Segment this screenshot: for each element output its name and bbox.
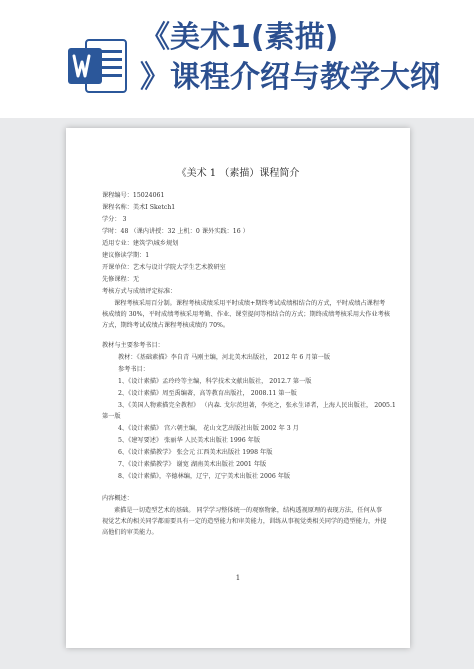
- assessment-text-3: 方式，期终考试成绩占课程考核成绩的 70%。: [102, 322, 230, 329]
- reference-3: 3、《美国人物素描完全教程》 （内森. 戈尔茨坦著，李亮之，张永生译者，上海人民出版社， 2005.1: [118, 402, 396, 409]
- page-number: 1: [235, 574, 241, 582]
- word-document-icon: [66, 34, 130, 98]
- assessment-heading: 考核方式与成绩评定标准：: [102, 288, 177, 295]
- banner-title-line2: 》课程介绍与教学大纲: [140, 60, 440, 95]
- banner-title: [140, 18, 470, 98]
- document-page: [66, 128, 410, 648]
- class-hours: 学时：48 （课内讲授：32 上机：0 课外实践：16 ）: [102, 228, 249, 235]
- overview-heading: 内容概述：: [102, 495, 133, 502]
- reference-3-cont: 第一版: [102, 413, 121, 420]
- reference-7: 7、《设计素描教学》 谢宽 湖南美术出版社 2001 年版: [118, 461, 267, 468]
- overview-text-1: 素描是一切造型艺术的基础。 同学学习整体统一的观察物象，结构透视原理的表现方法，任何从事: [114, 507, 383, 514]
- course-code: 课程编号：15024061: [102, 192, 165, 199]
- textbooks-heading: 教材与主要参考书目：: [102, 342, 164, 349]
- reference-5: 5、《建写要述》 张丽华 人民美术出版社 1996 年版: [118, 437, 261, 444]
- textbook-entry: 教材：《基础素描》李自青 马刚主编，河北美术出版社， 2012 年 6 月第一版: [118, 354, 331, 361]
- overview-text-3: 高他们的审美能力。: [102, 529, 158, 536]
- references-heading: 参考书目：: [118, 366, 149, 373]
- course-name: 课程名称：美术Ⅰ Sketch1: [102, 204, 176, 211]
- document-title: 《美术 1 （素描）课程简介: [176, 168, 300, 179]
- reference-8: 8、《设计素描》，辛德林编，辽宁，辽宁美术出版社 2006 年版: [118, 473, 291, 480]
- applicable-majors: 适用专业：建筑学\城乡规划: [102, 240, 179, 247]
- header-banner: [0, 0, 474, 118]
- credits: 学分： 3: [102, 216, 127, 223]
- assessment-text-2: 核成绩的 30%，平时成绩考核采用考勤、作业、课堂提问等相结合的方式；期终成绩考核采用大作业考核: [102, 311, 390, 318]
- reference-2: 2、《设计素描》周至禹编著，高等教育出版社， 2008.11 第一版: [118, 390, 297, 397]
- prerequisites: 先修课程：无: [102, 276, 140, 283]
- reference-1: 1、《设计素描》孟玲玲等主编，科学技术文献出版社， 2012.7 第一版: [118, 378, 312, 385]
- reference-4: 4、《设计素描》 宫六朝主编， 花山文艺出版社出版 2002 年 3 月: [118, 425, 299, 432]
- assessment-text-1: 课程考核采用百分制。课程考核成绩采用平时成绩+期终考试成绩相结合的方式，平时成绩占课程考: [114, 300, 386, 307]
- banner-title-line1: 《美术1(素描): [140, 20, 339, 55]
- suggested-term: 建议修读学期：1: [102, 252, 150, 259]
- reference-6: 6、《设计素描教学》 张会元 江西美术出版社 1998 年版: [118, 449, 273, 456]
- overview-text-2: 视觉艺术的相关同学都需要具有一定的造型能力和审美能力，训练从事视觉类相关同学的造型能力，并提: [102, 518, 387, 525]
- offering-unit: 开课单位：艺术与设计学院大学生艺术教研室: [102, 264, 226, 271]
